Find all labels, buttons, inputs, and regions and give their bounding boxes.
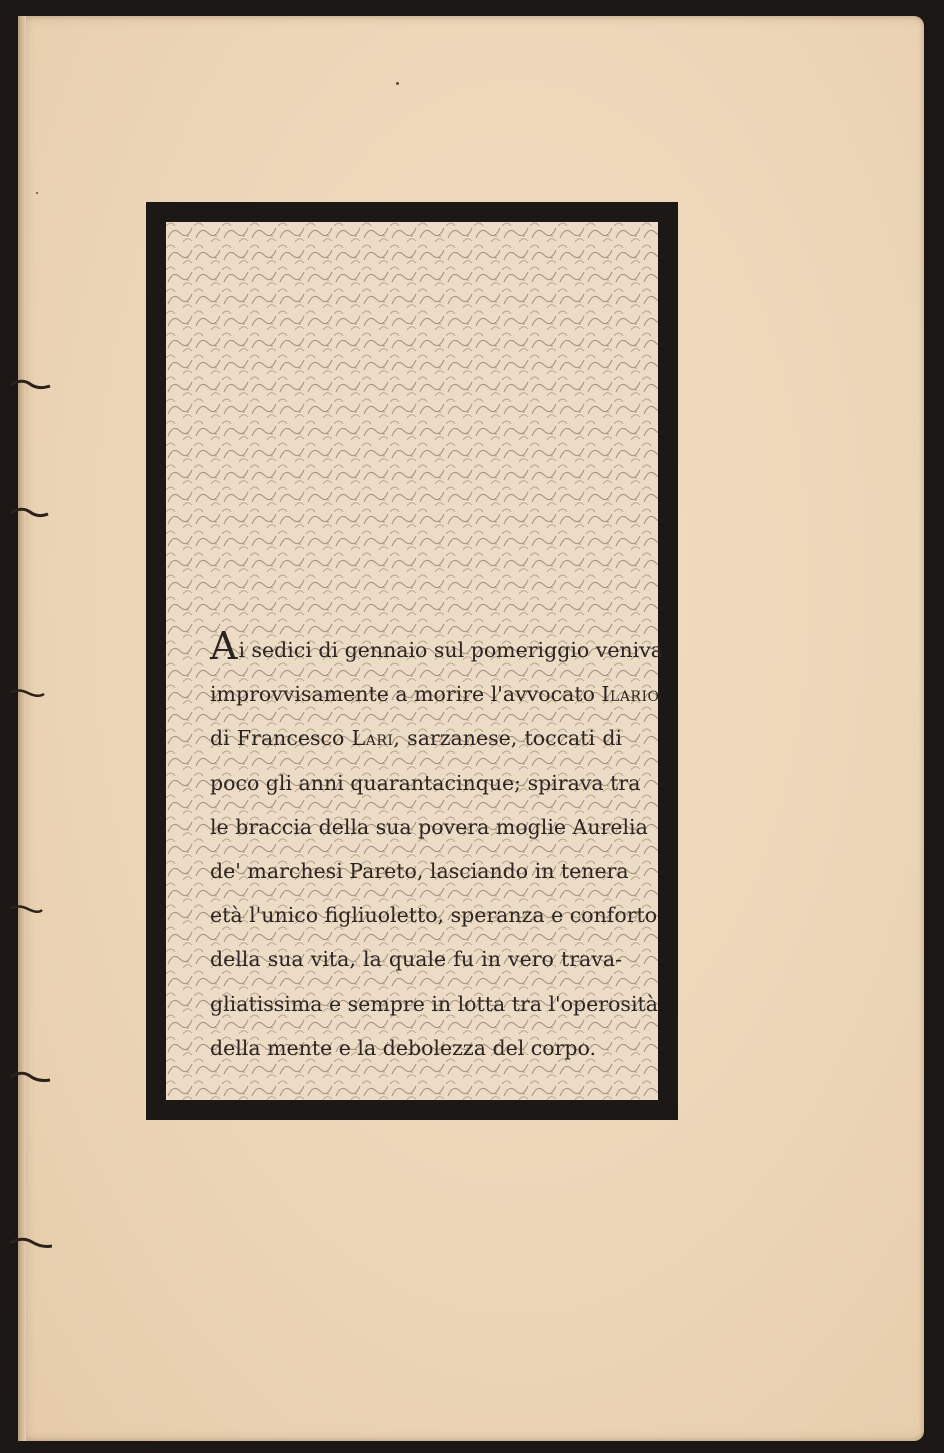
binding-gutter [18, 16, 26, 1441]
text-line: età l'unico figliuoletto, speranza e conforto [210, 903, 658, 928]
stitch-mark [8, 686, 52, 700]
text-line: Ai sedici di gennaio sul pomeriggio veniva [210, 624, 664, 668]
text-line: della mente e la debolezza del corpo. [210, 1035, 597, 1060]
text-line: gliatissima e sempre in lotta tra l'operosità [210, 991, 658, 1016]
paper-speck [36, 192, 38, 194]
text-line: poco gli anni quarantacinque; spirava tra [210, 770, 641, 795]
drop-cap: A [210, 624, 238, 668]
name-small-caps: Ilario [601, 682, 660, 707]
text-line: le braccia della sua povera moglie Aurelia [210, 814, 648, 839]
stitch-mark [8, 902, 52, 916]
stitch-mark [8, 1236, 52, 1250]
surname-small-caps: Lari [351, 726, 394, 751]
text-line: de' marchesi Pareto, lasciando in tenera [210, 858, 629, 883]
stitch-mark [8, 378, 52, 392]
memorial-text [210, 624, 664, 1070]
text-line: della sua vita, la quale fu in vero trava- [210, 947, 622, 972]
text-line: di Francesco Lari, sarzanese, toccati di [210, 726, 622, 751]
stitch-mark [8, 1070, 52, 1084]
stitch-mark [8, 506, 52, 520]
paper-speck [396, 82, 399, 85]
text-line: improvvisamente a morire l'avvocato Ilario [210, 682, 660, 707]
